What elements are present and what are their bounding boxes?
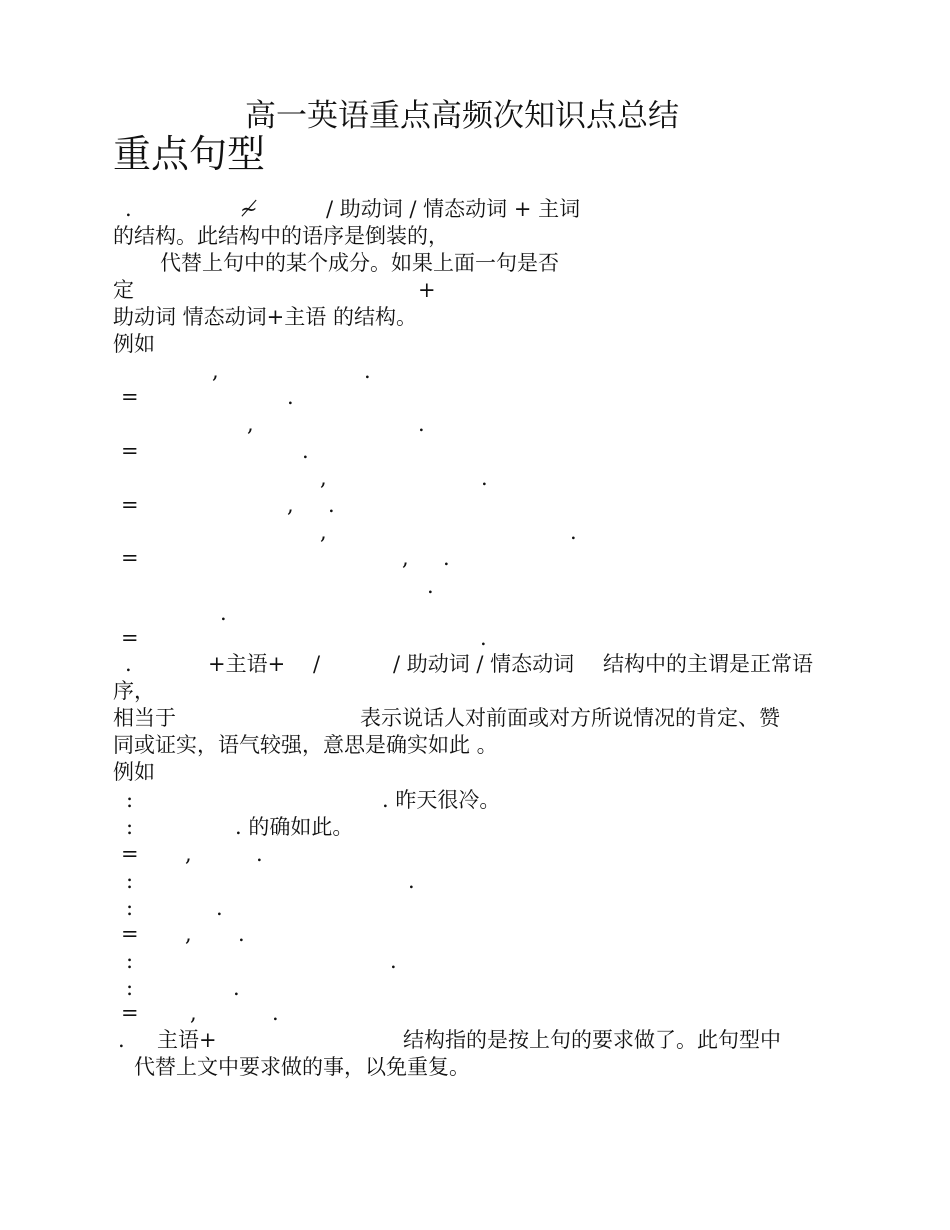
punct: . [443, 546, 450, 570]
punct: , [320, 466, 327, 490]
punct: , [212, 359, 219, 383]
punct: . [328, 493, 335, 517]
punct: : [126, 949, 134, 973]
text-line: 的结构。此结构中的语序是倒装的， [113, 224, 449, 248]
punct: . [364, 359, 371, 383]
punct: . [220, 601, 227, 625]
punct: , [320, 520, 327, 544]
punct: , [287, 493, 294, 517]
punct: : [126, 976, 134, 1000]
punct: : [126, 896, 134, 920]
punct: = [121, 922, 139, 946]
punct: . [287, 385, 294, 409]
text-line: . 的确如此。 [235, 815, 354, 839]
punct: . [427, 574, 434, 598]
text-line: 代替上句中的某个成分。如果上面一句是否 [160, 251, 559, 275]
punct: . [408, 869, 415, 893]
section-heading: 重点句型 [113, 132, 266, 176]
punct: = [121, 439, 139, 463]
text-line: / 助动词 / 情态动词 [393, 652, 575, 676]
text-line: 同或证实，语气较强，意思是确实如此 。 [113, 733, 498, 757]
text-line: 代替上文中要求做的事，以免重复。 [134, 1055, 470, 1079]
punct: . [302, 439, 309, 463]
document-title: 高一英语重点高频次知识点总结 [245, 98, 679, 134]
text-line: . 昨天很冷。 [382, 788, 501, 812]
punct: . [216, 896, 223, 920]
punct: . [390, 949, 397, 973]
punct: , [185, 842, 192, 866]
text-line: 结构中的主谓是正常语 [603, 652, 813, 676]
text-line: . [125, 197, 132, 221]
text-line: 主语+ [157, 1028, 217, 1052]
text-line: ≁ [240, 197, 258, 221]
punct: . [418, 412, 425, 436]
text-line: / [313, 652, 321, 676]
punct: . [256, 842, 263, 866]
punct: = [121, 493, 139, 517]
punct: , [247, 412, 254, 436]
punct: : [126, 788, 134, 812]
text-line: 助动词 情态动词+主语 的结构。 [113, 305, 417, 329]
text-line: +主语+ [208, 652, 286, 676]
punct: . [272, 1001, 279, 1025]
text-line: 例如 [113, 332, 155, 356]
punct: = [121, 546, 139, 570]
text-line: . [125, 652, 132, 676]
punct: , [185, 922, 192, 946]
punct: . [238, 922, 245, 946]
punct: , [402, 546, 409, 570]
text-line: + [418, 278, 436, 302]
text-line: 定 [113, 278, 134, 302]
punct: . [233, 976, 240, 1000]
text-line: 序， [113, 679, 155, 703]
punct: = [121, 1001, 139, 1025]
text-line: . [118, 1028, 125, 1052]
text-line: 例如 [113, 760, 155, 784]
text-line: 结构指的是按上句的要求做了。此句型中 [403, 1028, 781, 1052]
punct: : [126, 869, 134, 893]
punct: : [126, 815, 134, 839]
punct: . [480, 626, 487, 650]
text-line: 表示说话人对前面或对方所说情况的肯定、赞 [360, 706, 780, 730]
punct: . [481, 466, 488, 490]
punct: = [121, 626, 139, 650]
punct: . [570, 520, 577, 544]
punct: , [190, 1001, 197, 1025]
punct: = [121, 842, 139, 866]
text-line: 相当于 [113, 706, 176, 730]
text-line: / 助动词 / 情态动词 + 主词 [326, 197, 581, 221]
punct: = [121, 385, 139, 409]
